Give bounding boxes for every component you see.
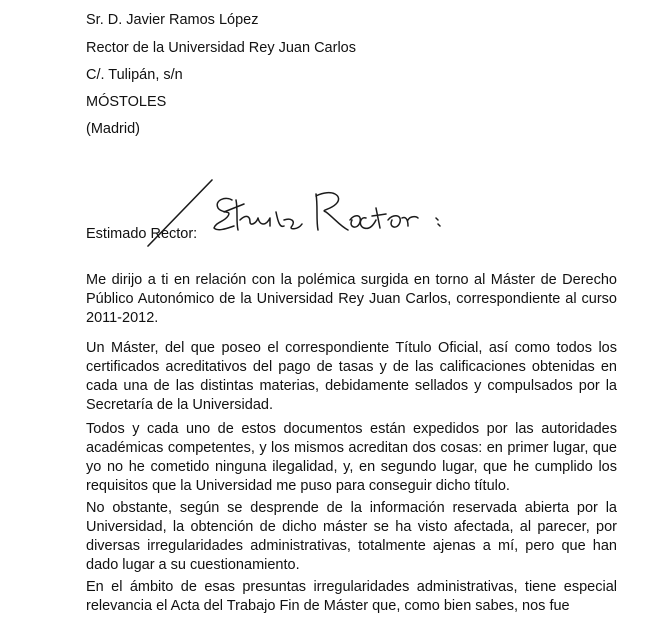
recipient-position: Rector de la Universidad Rey Juan Carlos [86, 40, 356, 56]
salutation: Estimado Rector: [86, 226, 198, 242]
paragraph-1: Me dirijo a ti en relación con la polémica surgida en torno al Máster de Derecho Público Autonómico de la Universidad Rey Juan Carlos, correspondiente al curso 2011-2012. [86, 272, 617, 326]
recipient-street: C/. Tulipán, s/n [86, 67, 183, 83]
recipient-city: MÓSTOLES [86, 94, 167, 110]
handwritten-correction [140, 170, 470, 250]
recipient-province: (Madrid) [86, 121, 140, 137]
paragraph-2: Un Máster, del que poseo el correspondiente Título Oficial, así como todos los certificados acreditativos del pago de tasas y de las calificaciones obtenidas en cada una de las distintas materias, debidamente sellados y compulsados por la Secretaría de la Universidad. [86, 340, 617, 413]
paragraph-3: Todos y cada uno de estos documentos están expedidos por las autoridades académicas competentes, y los mismos acreditan dos cosas: en primer lugar, que yo no he cometido ninguna ilegalidad, y, en segundo lugar, que he cumplido los requisitos que la Universidad me puso para conseguir dicho título. [86, 421, 617, 494]
paragraph-4: No obstante, según se desprende de la información reservada abierta por la Universidad, la obtención de dicho máster se ha visto afectada, al parecer, por diversas irregularidades administrativas, totalmente ajenas a mí, pero que han dado lugar a su cuestionamiento. [86, 500, 617, 573]
paragraph-5: En el ámbito de esas presuntas irregularidades administrativas, tiene especial relevancia el Acta del Trabajo Fin de Máster que, como bien sabes, nos fue [86, 579, 617, 614]
handwritten-note-text: Estimado Rector: [140, 170, 148, 171]
recipient-name: Sr. D. Javier Ramos López [86, 12, 259, 28]
